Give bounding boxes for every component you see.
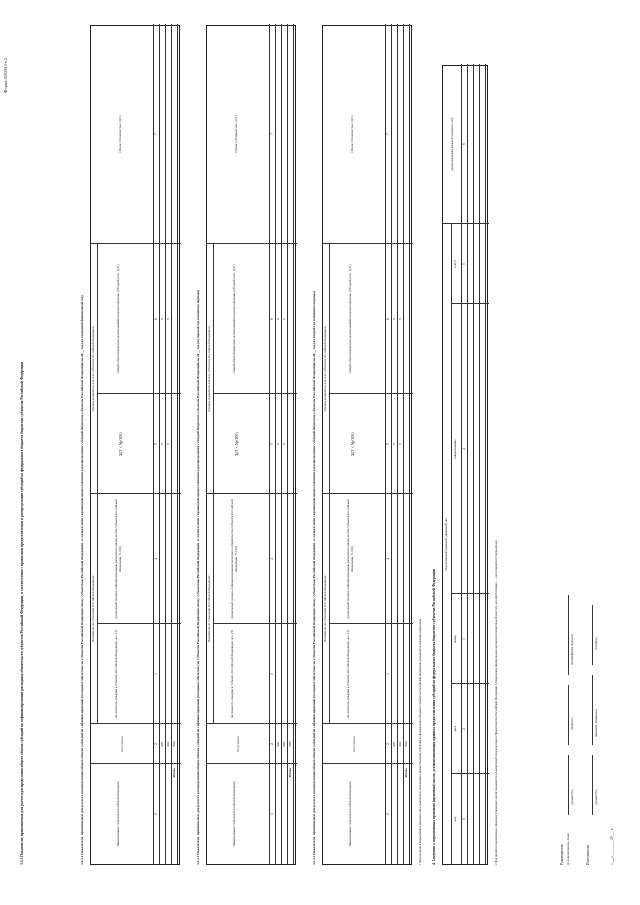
head-signature-caption: (подпись) xyxy=(570,717,574,730)
t3-col-d: Объем субсидии (тыс. руб.) xyxy=(350,115,354,153)
sec4-num-1: 1 xyxy=(462,818,466,820)
t3-num-6: 6 xyxy=(386,318,390,320)
t1-x4: x xyxy=(166,318,170,320)
t1-code-002: 002 xyxy=(166,741,170,747)
t3-total-label: Итого xyxy=(404,768,408,778)
t1-x3: x xyxy=(166,443,170,445)
t3-x4: x xyxy=(398,318,402,320)
sec4-col-effective-date: предполагаемая дата вступления в силу xyxy=(450,117,454,171)
t2-x3: x xyxy=(282,443,286,445)
t2-head-group2: Единые показатели для всех субъектов Российской Федерации xyxy=(207,326,211,412)
t2-col-code: Код строки xyxy=(236,736,240,752)
t2-num-2: 2 xyxy=(270,743,274,745)
executor-phone-caption: (телефон) xyxy=(594,637,598,650)
head-position-caption: (должность) xyxy=(570,789,574,805)
t2-num-5: 5 xyxy=(270,443,274,445)
date-line: «___» ________ 20___ г. xyxy=(610,827,614,865)
t3-total-code: 900 xyxy=(404,741,408,747)
t2-x2: x xyxy=(276,318,280,320)
t1-col-d: Объем субсидии (тыс. руб.) xyxy=(118,115,122,153)
t1-num-1: 1 xyxy=(154,813,158,815)
t1-head-group: Показатели по субъектам Российской Федерации xyxy=(91,575,95,643)
table2 xyxy=(206,25,296,865)
sec4-num-3: 3 xyxy=(462,638,466,640)
sec4-col-date: дата xyxy=(453,726,457,732)
section4-table xyxy=(442,65,488,865)
sec4-col-title: наименование xyxy=(453,439,457,459)
t1-num-2: 2 xyxy=(154,743,158,745)
t1-num-7: 7 xyxy=(154,133,158,135)
t3-num-1: 1 xyxy=(386,813,390,815)
sec4-group: Нормативный правовой (правовой) акт xyxy=(444,517,448,571)
executor-position-caption: (должность) xyxy=(594,789,598,805)
t2-col-c: общий объем бюджетных ассигнований на предоставление субсидий (тыс. руб.) xyxy=(232,264,236,374)
t1-col-c: общий объем бюджетных ассигнований на предоставление субсидий (тыс. руб.) xyxy=(116,264,120,374)
t1-x1: x xyxy=(160,443,164,445)
t1-num-3: 3 xyxy=(154,673,158,675)
t3-num-7: 7 xyxy=(386,133,390,135)
t2-num-6: 6 xyxy=(270,318,274,320)
head-sub-label: (уполномоченное лицо) xyxy=(566,832,570,865)
footnote-1: 1 При наличии в нормативном правовом акте (документе) положения о предоставлении субсидий из федерального бюджета субъектам Российской Федерации указывается значение показателя xyxy=(418,618,422,865)
t1-col-a: численность граждан в субъекте Российской Федерации, чел. (T) xyxy=(114,629,118,719)
sec4-col-status: статус xyxy=(453,259,457,269)
sec4-num-4: 4 xyxy=(462,448,466,450)
t3-head-group2: Единые показатели для всех субъектов Российской Федерации xyxy=(323,326,327,412)
t3-x3: x xyxy=(398,443,402,445)
t3-num-5: 5 xyxy=(386,443,390,445)
t2-x1: x xyxy=(276,443,280,445)
t3-col-a: численность граждан в субъекте Российской Федерации, чел. (T) xyxy=(346,629,350,719)
t2-col-name: Наименование субъекта Российской Федерации xyxy=(232,781,236,847)
table3 xyxy=(322,25,412,865)
t2-num-7: 7 xyxy=(270,133,274,135)
t2-col-a: численность граждан в субъекте Российской Федерации, чел. (T) xyxy=(230,629,234,719)
t3-num-3: 3 xyxy=(386,673,390,675)
t3-col-c: общий объем бюджетных ассигнований на предоставление субсидий (тыс. руб.) xyxy=(348,264,352,374)
t3-col-code: Код строки xyxy=(352,736,356,752)
t2-total-label: Итого xyxy=(288,768,292,778)
t3-code-002: 002 xyxy=(398,741,402,747)
t2-num-4: 4 xyxy=(270,558,274,560)
sec4-col-type: вид xyxy=(453,816,457,822)
sec4-col-number: номер xyxy=(453,634,457,644)
t3-code-001: 001 xyxy=(392,741,396,747)
head-decoding-caption: (расшифровка подписи) xyxy=(570,634,574,665)
t3-x2: x xyxy=(392,318,396,320)
t1-total-label: Итого xyxy=(172,768,176,778)
t3-col-formula: Σ(Т × Ур/100) xyxy=(350,432,355,456)
t1-col-formula: Σ(Т × Ур/100) xyxy=(118,432,123,456)
t1-col-code: Код строки xyxy=(120,736,124,752)
executor-fio-caption: (фамилия, инициалы) xyxy=(594,709,598,737)
t1-code-001: 001 xyxy=(160,741,164,747)
t2-head-group: Показатели по субъектам Российской Федерации xyxy=(207,575,211,643)
section-title: 3.3.1 Показатели, применяемые для расчета распределения общего объема субсидий на софинансирование расходных обязательств субъектов Российской Федерации, в соответствии с правилами предоставления и распределения субсидий из федерального бюджета бюджетам субъектов Российской Федерации xyxy=(20,361,24,865)
t2-col-b: предельный уровень софинансирования расходного обязательства субъекта Российской Федерации, % (Ур) xyxy=(230,499,238,619)
section4-title: 4. Сведения о нормативных правовых (правовых) актах, устанавливающих правила предоставления субсидий из федерального бюджета бюджетам субъектов Российской Федерации xyxy=(432,568,436,865)
t3-x1: x xyxy=(392,443,396,445)
t1-x2: x xyxy=(160,318,164,320)
t1-head-group2: Единые показатели для всех субъектов Российской Федерации xyxy=(91,326,95,412)
sec4-num-6: 6 xyxy=(462,143,466,145)
table3-caption: 3.3.1.3 Показатели, применяемые для расчета распределения общего объема субсидий на софинансирование расходных обязательств субъектов Российской Федерации между субъектами Российской Федерации, в соответствии с правилами предоставления и распределения субсидий бюджетам субъектов Российской Федерации на 20__ год (на второй год планового периода) xyxy=(312,291,316,865)
t2-col-d: Объем субсидии (тыс. руб.) xyxy=(234,115,238,153)
t1-total-code: 900 xyxy=(172,741,176,747)
table2-caption: 3.3.1.2 Показатели, применяемые для расчета распределения общего объема субсидий на софинансирование расходных обязательств субъектов Российской Федерации между субъектами Российской Федерации, в соответствии с правилами предоставления и распределения субсидий бюджетам субъектов Российской Федерации на 20__ год (на первый год планового периода) xyxy=(196,289,200,865)
t1-num-6: 6 xyxy=(154,318,158,320)
t3-head-group: Показатели по субъектам Российской Федерации xyxy=(323,575,327,643)
t1-col-name: Наименование субъекта Российской Федерации xyxy=(116,781,120,847)
t2-code-001: 001 xyxy=(276,741,280,747)
t3-num-2: 2 xyxy=(386,743,390,745)
form-code: Форма 0505815 с.2 xyxy=(3,57,8,93)
t2-num-3: 3 xyxy=(270,673,274,675)
table1 xyxy=(90,25,180,865)
t1-num-5: 5 xyxy=(154,443,158,445)
sec4-num-5: 5 xyxy=(462,263,466,265)
t2-total-code: 900 xyxy=(288,741,292,747)
t3-col-b: предельный уровень софинансирования расходного обязательства субъекта Российской Федерации, % (Ур) xyxy=(346,499,354,619)
t2-x4: x xyxy=(282,318,286,320)
t1-col-b: предельный уровень софинансирования расходного обязательства субъекта Российской Федерации, % (Ур) xyxy=(114,499,122,619)
t2-col-formula: Σ(Т × Ур/100) xyxy=(234,432,239,456)
footnote-2: 2 Для проектов нормативных правовых (правовых) актов указывается планируемый срок внесения в Правительство Российской Федерации (утверждения федеральным органом исполнительной власти), для действующих — дата принятия (утверждения) xyxy=(494,540,498,865)
table1-caption: 3.3.1.1 Показатели, применяемые для расчета распределения общего объема субсидий на софинансирование расходных обязательств субъектов Российской Федерации между субъектами Российской Федерации, в соответствии с правилами предоставления и распределения субсидий бюджетам субъектов Российской Федерации на 20__ год (на очередной финансовый год) xyxy=(80,295,84,865)
t2-num-1: 1 xyxy=(270,813,274,815)
head-label: Руководитель xyxy=(560,844,564,865)
executor-label: Исполнитель xyxy=(586,844,590,865)
t1-num-4: 4 xyxy=(154,558,158,560)
t3-col-name: Наименование субъекта Российской Федерации xyxy=(348,781,352,847)
sec4-num-2: 2 xyxy=(462,728,466,730)
t2-code-002: 002 xyxy=(282,741,286,747)
t3-num-4: 4 xyxy=(386,558,390,560)
